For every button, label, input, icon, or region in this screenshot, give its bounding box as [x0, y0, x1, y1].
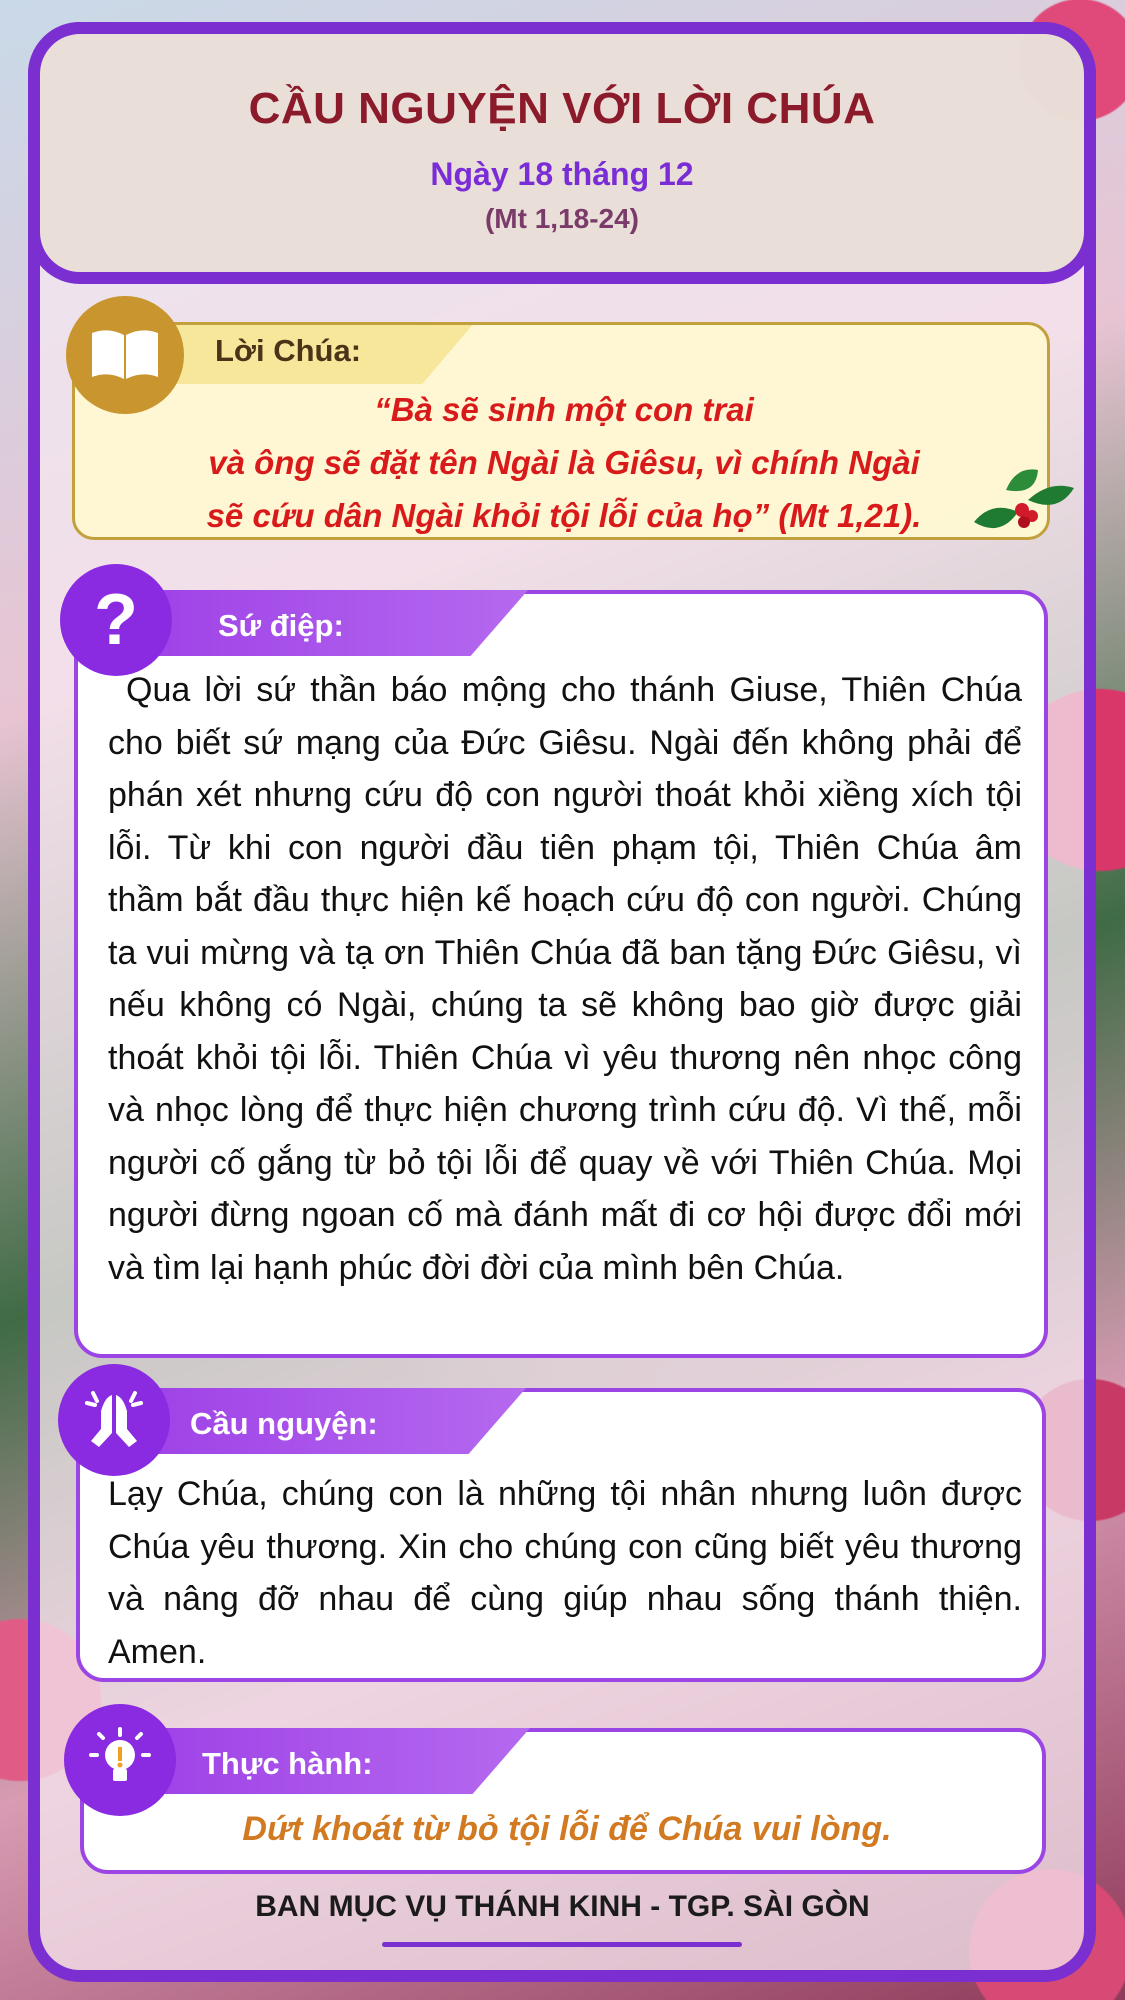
- praying-hands-icon: [58, 1364, 170, 1476]
- page-title: CẦU NGUYỆN VỚI LỜI CHÚA: [248, 84, 876, 133]
- holly-decoration-icon: [966, 460, 1078, 545]
- word-of-god-box: [72, 322, 1050, 540]
- message-label: Sứ điệp:: [218, 608, 344, 643]
- word-quote: [75, 383, 1053, 542]
- quote-line: sẽ cứu dân Ngài khỏi tội lỗi của họ” (Mt 1,21).: [206, 497, 922, 534]
- practice-text: Dứt khoát từ bỏ tội lỗi để Chúa vui lòng.: [242, 1810, 892, 1848]
- prayer-text: Lạy Chúa, chúng con là những tội nhân nhưng luôn được Chúa yêu thương. Xin cho chúng con cũng biết yêu thương và nâng đỡ nhau để cùng giúp nhau sống thánh thiện. Amen.: [108, 1475, 1022, 1671]
- footer-credit: BAN MỤC VỤ THÁNH KINH - TGP. SÀI GÒN: [255, 1890, 870, 1923]
- prayer-label: Cầu nguyện:: [190, 1406, 378, 1441]
- practice-label: Thực hành:: [202, 1746, 373, 1781]
- word-label: Lời Chúa:: [215, 333, 362, 368]
- prayer-card: [76, 1388, 1046, 1682]
- practice-card: [80, 1728, 1046, 1874]
- quote-line: và ông sẽ đặt tên Ngài là Giêsu, vì chính Ngài: [208, 444, 920, 481]
- message-card: [74, 590, 1048, 1358]
- lightbulb-icon: [64, 1704, 176, 1816]
- footer-divider: [382, 1942, 742, 1947]
- scripture-reference: (Mt 1,18-24): [484, 203, 640, 234]
- question-icon: ?: [60, 564, 172, 676]
- quote-line: “Bà sẽ sinh một con trai: [374, 391, 754, 428]
- book-icon: [66, 296, 184, 414]
- message-text: Qua lời sứ thần báo mộng cho thánh Giuse, Thiên Chúa cho biết sứ mạng của Đức Giêsu. Ngài đến không phải để phán xét nhưng cứu độ con người thoát khỏi xiềng xích tội lỗi. Từ khi con người đầu tiên phạm tội, Thiên Chúa âm thầm bắt đầu thực hiện kế hoạch cứu độ con người. Chúng ta vui mừng và tạ ơn Thiên Chúa đã ban tặng Đức Giêsu, vì nếu không có Ngài, chúng ta sẽ không bao giờ được giải thoát khỏi tội lỗi. Thiên Chúa vì yêu thương nên nhọc công và nhọc lòng để thực hiện chương trình cứu độ. Vì thế, mỗi người cố gắng từ bỏ tội lỗi để quay về với Thiên Chúa. Mọi người đừng ngoan cố mà đánh mất đi cơ hội được đổi mới và tìm lại hạnh phúc đời đời của mình bên Chúa.: [108, 671, 1022, 1287]
- date-label: Ngày 18 tháng 12: [430, 156, 694, 192]
- header-panel: [28, 22, 1096, 284]
